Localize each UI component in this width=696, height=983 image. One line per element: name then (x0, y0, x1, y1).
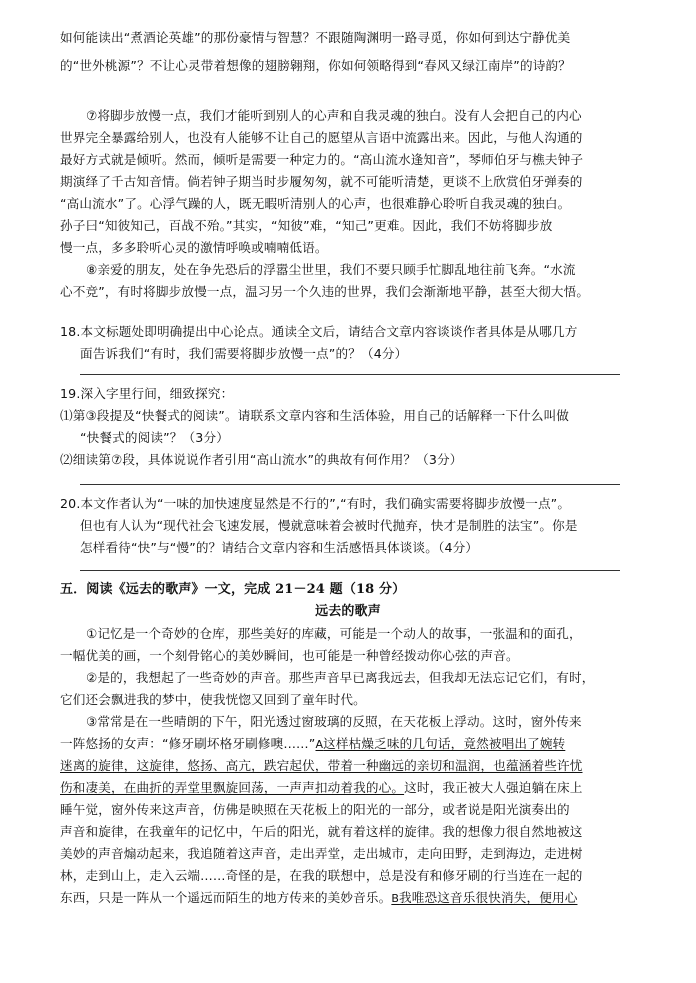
para3-line (0, 888, 696, 909)
para3-line: ③常常是在一些晴朗的下午，阳光透过窗玻璃的反照，在天花板上浮动。这时，窗外传来 (86, 714, 582, 729)
para3-text: 一阵悠扬的女声：“修牙刷坏格牙刷修噢……” (60, 736, 316, 751)
para8-line: ⑧亲爱的朋友，处在争先恐后的浮嚣尘世里，我们不要只顾手忙脚乱地往前飞奔。“水流 (86, 262, 576, 277)
para2-line: ②是的，我想起了一些奇妙的声音。那些声音早已离我远去，但我却无法忘记它们，有时， (86, 670, 595, 685)
para1-line: 一幅优美的画，一个刻骨铭心的美妙瞬间，也可能是一种曾经拨动你心弦的声音。 (60, 648, 519, 663)
question-20-line-3: 怎样看待“快”与“慢”的？请结合文章内容和生活感悟具体谈谈。（4分） (80, 540, 479, 555)
question-19-part-1-line-1: ⑴第③段提及“快餐式的阅读”。请联系文章内容和生活体验，用自己的话解释一下什么叫做 (60, 408, 570, 423)
question-20-line-2: 但也有人认为“现代社会飞速发展，慢就意味着会被时代抛弃，快才是制胜的法宝”。你是 (80, 518, 578, 533)
para7-line: 孙子曰“知彼知己，百战不殆。”其实，“知彼”难，“知己”更难。因此，我们不妨将脚步放 (60, 218, 553, 233)
underlined-sentence-b: 我唯恐这音乐很快消失，便用心 (399, 890, 578, 905)
para3-line: 美妙的声音煽动起来，我追随着这声音，走出弄堂，走出城市，走向田野，走到海边，走进树 (60, 846, 583, 861)
section-heading: 五．阅读《远去的歌声》一文，完成 21－24 题（18 分） (60, 582, 406, 597)
question-19-part-1-line-2: “快餐式的阅读”？（3分） (80, 430, 229, 445)
question-18-line-1: 18.本文标题处即明确提出中心论点。通读全文后，请结合文章内容谈谈作者具体是从哪几方 (60, 324, 578, 339)
question-20-line-1: 20.本文作者认为“一味的加快速度显然是不行的”,“有时，我们确实需要将脚步放慢一点”。 (60, 496, 571, 511)
para3-text: 东西，只是一阵从一个遥远而陌生的地方传来的美妙音乐。 (60, 890, 392, 905)
answer-line-20 (80, 570, 620, 571)
para2-line: 它们还会飘进我的梦中，使我恍惚又回到了童年时代。 (60, 692, 366, 707)
underlined-sentence-a: 伤和凄美，在曲折的弄堂里飘旋回荡，一声声扣动着我的心。 (60, 780, 405, 795)
para1-line: ①记忆是一个奇妙的仓库，那些美好的库藏，可能是一个动人的故事，一张温和的面孔， (86, 626, 582, 641)
para3-line (0, 734, 696, 755)
underlined-sentence-a: 迷离的旋律，这旋律，悠扬、高亢，跌宕起伏，带着一种幽远的亲切和温润，也蕴涵着些许忧 (60, 758, 583, 773)
para3-line: 林，走到山上，走入云端……奇怪的是，在我的联想中，总是没有和修牙刷的行当连在一起的 (60, 868, 583, 883)
para8-line: 心不竞”，有时将脚步放慢一点，温习另一个久违的世界，我们会渐渐地平静，甚至大彻大悟。 (60, 284, 590, 299)
para7-line: 最好方式就是倾听。然而，倾听是需要一种定力的。“高山流水逢知音”，琴师伯牙与樵夫钟子 (60, 152, 584, 167)
para3-text: 这时，我正被大人强迫躺在床上 (404, 780, 583, 795)
para3-line: 声音和旋律，在我童年的记忆中，午后的阳光，就有着这样的旋律。我的想像力很自然地被这 (60, 824, 583, 839)
underlined-sentence-a: 这样枯燥乏味的几句话，竟然被唱出了婉转 (323, 736, 566, 751)
para7-line: 慢一点，多多聆听心灵的激情呼唤或喃喃低语。 (60, 240, 328, 255)
sentence-marker-b: B (391, 892, 400, 905)
intro-line-1: 如何能读出“煮酒论英雄”的那份豪情与智慧？不跟随陶渊明一路寻觅，你如何到达宁静优美 (60, 30, 571, 45)
para3-line (0, 778, 696, 798)
sentence-marker-a: A (315, 738, 324, 751)
para3-line (0, 756, 696, 776)
para7-line: ⑦将脚步放慢一点，我们才能听到别人的心声和自我灵魂的独白。没有人会把自己的内心 (86, 108, 582, 123)
question-19-intro: 19.深入字里行间，细致探究： (60, 386, 234, 401)
para7-line: 期演绎了千古知音情。倘若钟子期当时步履匆匆，就不可能听清楚，更谈不上欣赏伯牙弹奏的 (60, 174, 583, 189)
answer-line-18 (80, 374, 620, 375)
para3-line: 睡午觉，窗外传来这声音，仿佛是映照在天花板上的阳光的一部分，或者说是阳光演奏出的 (60, 802, 570, 817)
article-title: 远去的歌声 (315, 604, 381, 619)
intro-line-2: 的“世外桃源”？不让心灵带着想像的翅膀翱翔，你如何领略得到“春风又绿江南岸”的诗韵？ (60, 58, 571, 73)
answer-line-19 (80, 484, 620, 485)
question-18-line-2: 面告诉我们“有时，我们需要将脚步放慢一点”的？（4分） (80, 346, 408, 361)
para7-line: “高山流水”了。心浮气躁的人，既无暇听清别人的心声，也很难静心聆听自我灵魂的独白。 (60, 196, 571, 211)
para7-line: 世界完全暴露给别人，也没有人能够不让自己的愿望从言语中流露出来。因此，与他人沟通的 (60, 130, 583, 145)
question-19-part-2: ⑵细读第⑦段，具体说说作者引用“高山流水”的典故有何作用？（3分） (60, 452, 463, 467)
